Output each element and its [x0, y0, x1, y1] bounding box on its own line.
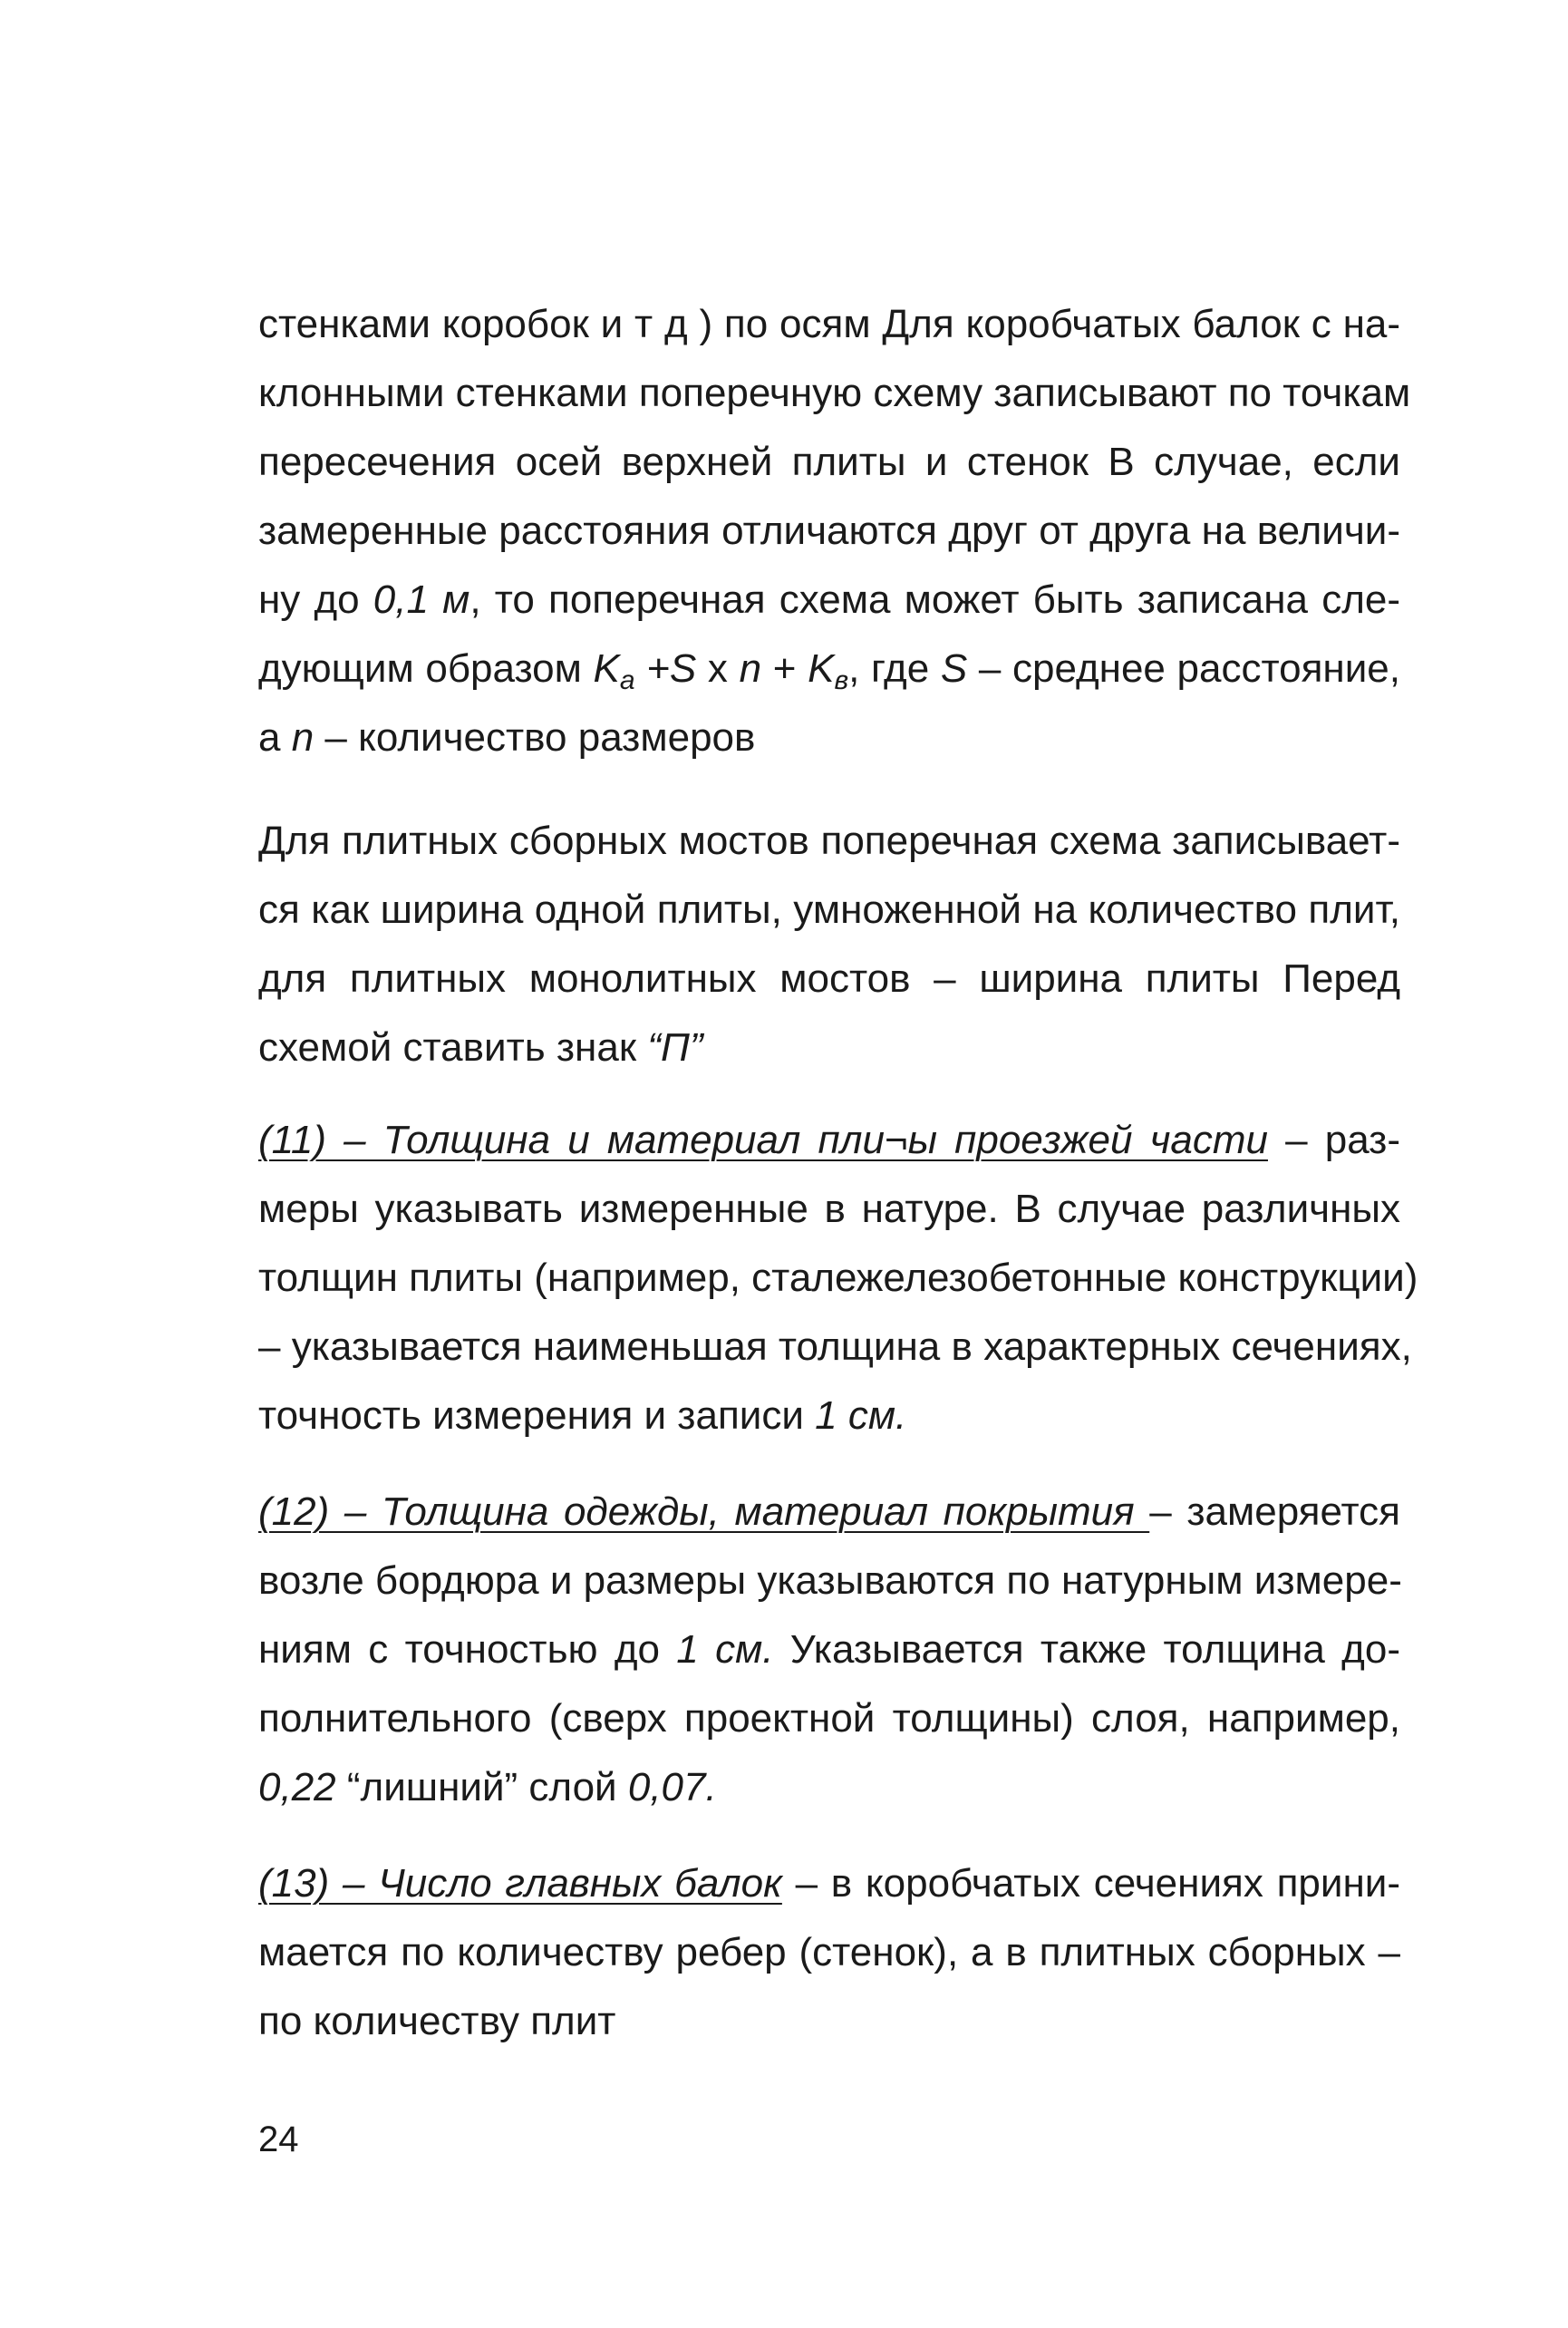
line-text: точность измерения и записи — [258, 1393, 816, 1438]
line-text: ся как ширина одной плиты, умноженной на количество плит, — [258, 888, 1400, 932]
formula-n: n — [291, 715, 315, 760]
paragraph-cross-section-scheme — [258, 290, 1411, 772]
line-text: для плитных монолитных мостов – ширина плиты Перед — [258, 956, 1400, 1001]
paragraph-item-12 — [258, 1478, 1400, 1822]
text-line — [258, 1615, 1400, 1684]
text-line — [258, 497, 1400, 566]
line-text: – среднее расстояние, — [967, 646, 1400, 691]
section-heading: (12) – Толщина одежды, материал покрытия — [258, 1489, 1150, 1534]
formula-s: S — [940, 646, 968, 691]
text-line — [258, 1313, 1412, 1382]
line-text: – указывается наименьшая толщина в характерных сечениях, — [258, 1324, 1412, 1369]
line-text: “лишний” слой — [335, 1765, 628, 1809]
line-text: стенками коробок и т д ) по осям Для коробчатых балок с на- — [258, 302, 1400, 346]
section-heading: (11) – Толщина и материал пли¬ы проезжей части — [258, 1118, 1268, 1162]
line-text: Для плитных сборных мостов поперечная схема записывает- — [258, 819, 1400, 863]
line-text: пересечения осей верхней плиты и стенок В случае, если — [258, 440, 1400, 484]
formula-s: +S — [634, 646, 697, 691]
text-line — [258, 428, 1400, 497]
text-line — [258, 359, 1411, 428]
text-line — [258, 703, 1400, 772]
text-line — [258, 1106, 1400, 1175]
section-heading: (13) – Число главных балок — [258, 1861, 782, 1906]
line-text: по количеству плит — [258, 1999, 616, 2043]
formula-subscript: в — [834, 665, 849, 695]
line-text: Указывается также толщина до- — [773, 1627, 1400, 1672]
italic-value: 1 см. — [676, 1627, 774, 1672]
line-text: а — [258, 715, 292, 760]
line-text: дующим образом — [258, 646, 594, 691]
text-line — [258, 807, 1400, 876]
line-text: мается по количеству ребер (стенок), а в плитных сборных – — [258, 1930, 1400, 1974]
line-text: – замеряется — [1149, 1489, 1400, 1534]
text-line — [258, 1175, 1400, 1244]
text-line — [258, 1547, 1400, 1615]
line-text: – в коробчатых сечениях прини- — [781, 1861, 1400, 1906]
formula-line — [258, 635, 1400, 703]
paragraph-item-11 — [258, 1106, 1418, 1450]
formula-subscript: а — [619, 665, 635, 695]
line-text: схемой ставить знак — [258, 1025, 648, 1070]
text-line — [258, 1382, 1400, 1450]
formula-n: n — [739, 646, 762, 691]
line-text: ну до — [258, 577, 373, 622]
text-line — [258, 1478, 1400, 1547]
italic-value: 0,22 — [258, 1765, 336, 1809]
italic-value: “П” — [647, 1025, 703, 1070]
page-number: 24 — [258, 2119, 299, 2159]
paragraph-slab-bridges — [258, 807, 1400, 1082]
formula-k: K — [808, 646, 835, 691]
formula-times: x — [696, 646, 740, 691]
line-text: – количество размеров — [314, 715, 756, 760]
line-text: , где — [848, 646, 941, 691]
line-text: полнительного (сверх проектной толщины) слоя, например, — [258, 1696, 1400, 1741]
formula-k: K — [593, 646, 620, 691]
line-text: , то поперечная схема может быть записана сле- — [469, 577, 1400, 622]
italic-value: 1 см. — [815, 1393, 907, 1438]
line-text: – раз- — [1267, 1118, 1400, 1162]
text-line — [258, 1753, 1400, 1822]
paragraph-item-13 — [258, 1849, 1400, 2056]
text-line — [258, 1849, 1400, 1918]
line-text: ниям с точностью до — [258, 1627, 677, 1672]
text-line — [258, 1987, 1400, 2056]
text-line — [258, 1918, 1400, 1987]
formula-plus: + — [761, 646, 808, 691]
text-line — [258, 876, 1400, 945]
italic-value: 0,07. — [627, 1765, 717, 1809]
text-line — [258, 1014, 1400, 1082]
text-line — [258, 290, 1400, 359]
line-text: возле бордюра и размеры указываются по натурным измере- — [258, 1558, 1402, 1603]
line-text: толщин плиты (например, сталежелезобетонные конструкции) — [258, 1256, 1418, 1300]
text-line — [258, 1684, 1400, 1753]
text-line — [258, 1244, 1418, 1313]
line-text: клонными стенками поперечную схему записывают по точкам — [258, 371, 1411, 415]
line-text: меры указывать измеренные в натуре. В случае различных — [258, 1187, 1400, 1231]
text-line — [258, 945, 1400, 1014]
italic-value: 0,1 м — [373, 577, 470, 622]
line-text: замеренные расстояния отличаются друг от друга на величи- — [258, 509, 1400, 553]
text-line — [258, 566, 1400, 635]
